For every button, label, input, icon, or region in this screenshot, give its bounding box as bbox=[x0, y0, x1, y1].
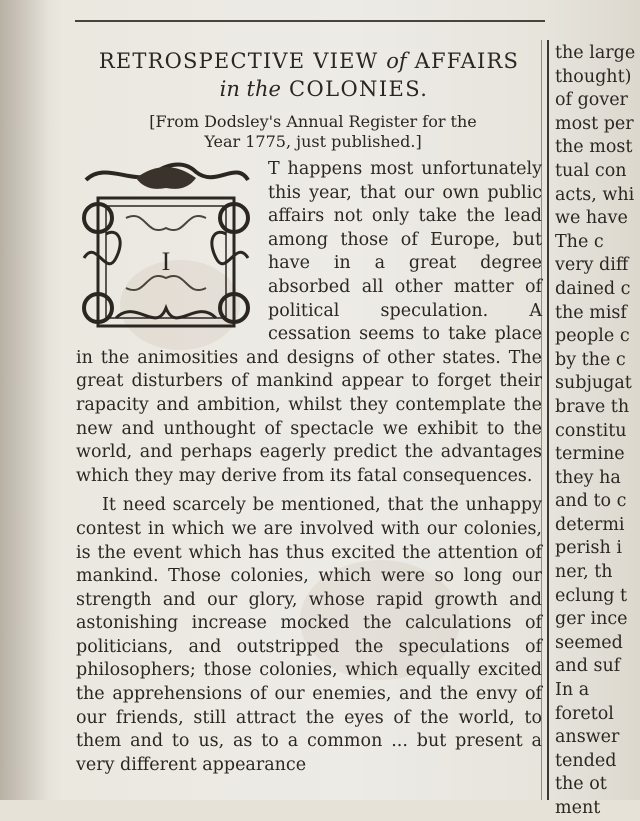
adjacent-column-fragment bbox=[555, 42, 640, 821]
adjacent-column-line: the misf bbox=[555, 302, 627, 323]
adjacent-column-line: the most bbox=[555, 137, 633, 158]
adjacent-column-line: people c bbox=[555, 326, 630, 347]
adjacent-column-line: foretol bbox=[555, 703, 614, 724]
source-line-1: [From Dodsley's Annual Register for the bbox=[149, 112, 477, 131]
adjacent-column-line: subjugat bbox=[555, 373, 632, 394]
adjacent-column-line: seemed bbox=[555, 632, 623, 653]
adjacent-column-line: we have bbox=[555, 208, 628, 229]
headline-of: of bbox=[386, 49, 407, 73]
headline-in-the: in the bbox=[219, 77, 281, 101]
adjacent-column-line: by the c bbox=[555, 349, 626, 370]
adjacent-column-line: the ot bbox=[555, 774, 607, 795]
ornamental-initial bbox=[76, 158, 256, 334]
headline-colonies: COLONIES. bbox=[289, 77, 429, 101]
adjacent-column-line: ger ince bbox=[555, 609, 628, 630]
adjacent-column-line: ment bbox=[555, 798, 601, 818]
column-rule bbox=[547, 40, 549, 800]
adjacent-column-line: determi bbox=[555, 514, 625, 535]
adjacent-column-line: termine bbox=[555, 444, 625, 465]
adjacent-column-line: thought) bbox=[555, 66, 632, 87]
page-edge-shadow bbox=[0, 0, 50, 800]
adjacent-column-line: ner, th bbox=[555, 562, 613, 583]
adjacent-column-line: perish i bbox=[555, 538, 622, 559]
paragraph-1: T happens most unfortunately this year, that our own public affairs not only take the lead among those of Europe, but have in a great degree absorbed all other matter of political speculation. A cessation seems to take place in the animosities and designs of other states. The great disturbers of mankind appear to forget their rapacity and ambition, whilst they contemplate the new and unthought of spectacle we exhibit to the world, and perhaps eagerly predict the advantages which they may derive from its fatal consequences. bbox=[76, 159, 542, 486]
adjacent-column-line: eclung t bbox=[555, 585, 628, 606]
source-line-2: Year 1775, just published.] bbox=[204, 132, 422, 151]
adjacent-column-line: answer bbox=[555, 727, 620, 748]
adjacent-column-line: tended bbox=[555, 750, 617, 771]
adjacent-column-line: acts, whi bbox=[555, 184, 635, 205]
headline-part-b: AFFAIRS bbox=[414, 49, 520, 73]
adjacent-column-line: of gover bbox=[555, 90, 628, 111]
adjacent-column-line: constitu bbox=[555, 420, 627, 441]
headline-line-1 bbox=[76, 48, 542, 74]
article-body bbox=[76, 158, 542, 777]
adjacent-column-line: the large bbox=[555, 43, 636, 63]
main-column bbox=[76, 48, 542, 777]
adjacent-column-line: tual con bbox=[555, 160, 627, 181]
ornamental-initial-frame-icon bbox=[76, 158, 256, 334]
dropcap-letter: I bbox=[161, 247, 171, 276]
adjacent-column-line: dained c bbox=[555, 278, 631, 299]
headline-part-a: RETROSPECTIVE VIEW bbox=[98, 49, 379, 73]
adjacent-column-line: The c bbox=[555, 231, 604, 252]
source-citation bbox=[76, 112, 542, 152]
adjacent-column-line: most per bbox=[555, 113, 634, 134]
adjacent-column-line: and to c bbox=[555, 491, 627, 512]
adjacent-column-line: they ha bbox=[555, 467, 621, 488]
adjacent-column-line: very diff bbox=[555, 255, 629, 276]
adjacent-column-line: brave th bbox=[555, 396, 630, 417]
headline-line-2 bbox=[76, 76, 542, 102]
adjacent-column-line: and suf bbox=[555, 656, 621, 677]
top-rule bbox=[75, 20, 545, 22]
paragraph-2: It need scarcely be mentioned, that the unhappy contest in which we are involved with our colonies, is the event which has thus excited the attention of mankind. Those colonies, which were so long our strength and our glory, whose rapid growth and astonishing increase mocked the calculations of politicians, and outstripped the speculations of philosophers; those colonies, which equally excited the apprehensions of our enemies, and the envy of our friends, still attract the eyes of the world, to them and to us, as to a common ... but present a very different appearance bbox=[76, 495, 542, 775]
adjacent-column-line: In a bbox=[555, 680, 590, 701]
